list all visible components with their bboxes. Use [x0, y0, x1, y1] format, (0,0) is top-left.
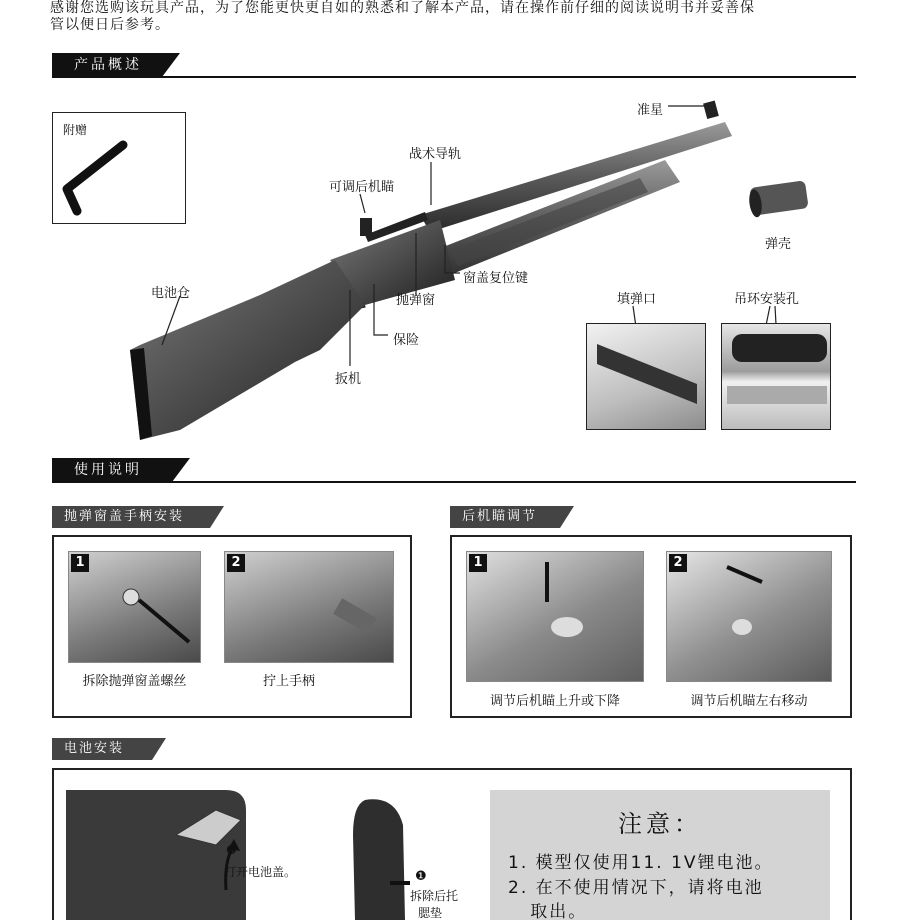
sight-step-1-number: 1 — [469, 554, 487, 572]
step-1-marker-icon: ❶ — [415, 869, 427, 884]
shell-illustration — [745, 178, 815, 222]
notice-title: 注意： — [618, 810, 702, 838]
stock-pad-illustration — [345, 795, 415, 920]
up-down-arrow-icon — [467, 552, 644, 682]
section-usage-header — [52, 458, 172, 482]
label-tactical-rail: 战术导轨 — [409, 147, 462, 162]
label-front-sight: 准星 — [637, 103, 664, 118]
battery-install-header — [52, 738, 152, 760]
sling-hole-inset — [721, 323, 831, 430]
handle-step-2-caption: 拧上手柄 — [262, 674, 315, 689]
step-2-marker-icon: ❷ — [226, 843, 237, 857]
battery-step-1-text-2: 腮垫 — [418, 906, 443, 920]
loading-port-inset — [586, 323, 706, 430]
handle-step-1-caption: 拆除抛弹窗盖螺丝 — [82, 674, 187, 689]
handle-screw-icon — [225, 552, 394, 663]
sight-adjust-title: 后机瞄调节 — [462, 509, 538, 524]
handle-step-1-photo — [68, 551, 201, 663]
notice-item-1: 1. 模型仅使用11. 1V锂电池。 — [508, 853, 774, 873]
sling-hole-detail — [722, 324, 830, 429]
label-ejection-port: 抛弹窗 — [396, 293, 436, 308]
handle-install-title: 抛弹窗盖手柄安装 — [64, 509, 185, 524]
handle-install-header — [52, 506, 210, 528]
label-loading-port: 填弹口 — [617, 292, 657, 307]
notice-panel — [490, 790, 830, 920]
notice-item-2: 2. 在不使用情况下，请将电池 — [508, 878, 764, 898]
label-battery-compartment: 电池仓 — [151, 286, 191, 301]
sight-step-2-number: 2 — [669, 554, 687, 572]
sight-step-2-caption: 调节后机瞄左右移动 — [690, 694, 808, 709]
accessory-label: 附赠 — [63, 123, 88, 137]
intro-line-1: 感谢您选购该玩具产品，为了您能更快更自如的熟悉和了解本产品，请在操作前仔细的阅读说明书并妥善保 — [50, 0, 755, 16]
left-right-arrow-icon — [667, 552, 832, 682]
label-shell: 弹壳 — [765, 237, 792, 252]
notice-item-3: 取出。 — [508, 902, 588, 922]
battery-step-2-text: 打开电池盖。 — [224, 865, 297, 879]
sight-adjust-box — [450, 535, 852, 718]
section-usage-rule — [52, 481, 856, 483]
sight-step-1-photo — [466, 551, 644, 682]
sight-step-2-photo — [666, 551, 832, 682]
handle-step-2-number: 2 — [227, 554, 245, 572]
intro-line-2: 管以便日后参考。 — [50, 17, 170, 33]
label-rear-sight: 可调后机瞄 — [329, 180, 395, 195]
label-bolt-reset: 窗盖复位键 — [463, 271, 529, 286]
handle-step-1-number: 1 — [71, 554, 89, 572]
section-overview-title: 产品概述 — [74, 57, 142, 73]
battery-step-1-text: 拆除后托 — [410, 889, 459, 903]
handle-install-box — [52, 535, 412, 718]
label-trigger: 扳机 — [335, 372, 362, 387]
label-sling-hole: 吊环安装孔 — [734, 292, 800, 307]
section-usage-title: 使用说明 — [74, 462, 142, 478]
label-safety: 保险 — [393, 333, 420, 348]
battery-install-title: 电池安装 — [64, 741, 125, 756]
sight-adjust-header — [450, 506, 560, 528]
loading-port-detail — [587, 324, 705, 429]
handle-step-2-photo — [224, 551, 394, 663]
sight-step-1-caption: 调节后机瞄上升或下降 — [489, 694, 620, 709]
